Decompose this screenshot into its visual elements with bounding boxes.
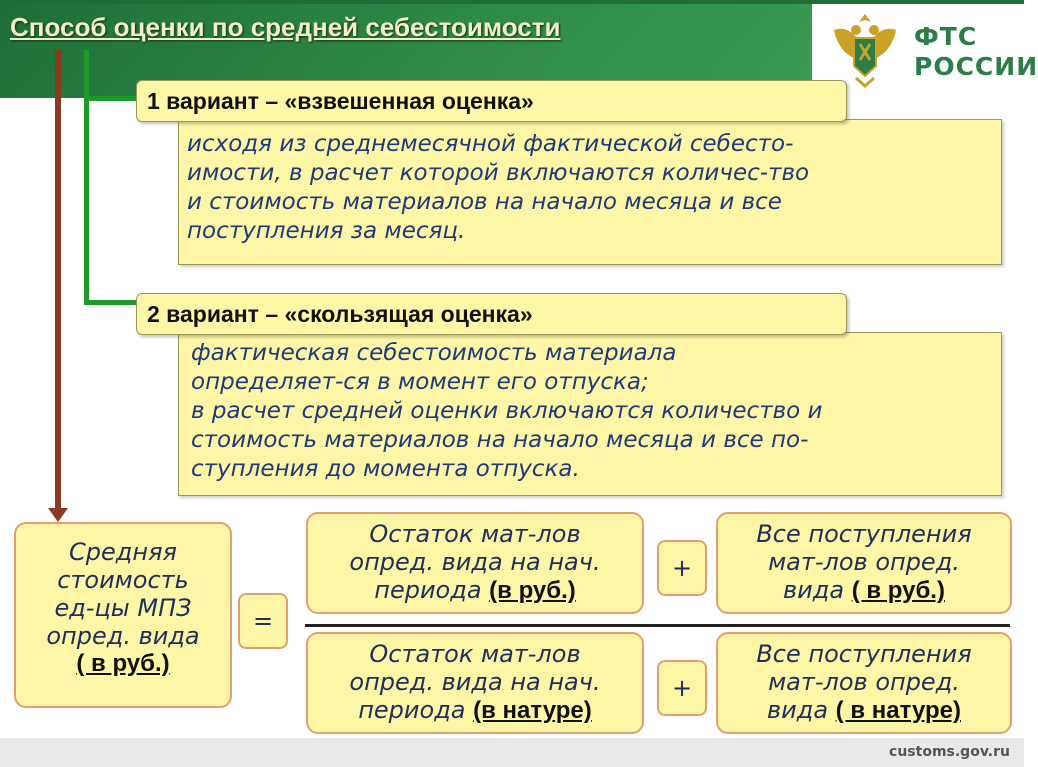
numerator-receipts-box	[716, 512, 1012, 614]
numerator-opening-balance-box	[306, 512, 644, 614]
text-line: опред. вида	[46, 622, 200, 650]
variant1-label: 1 вариант – «взвешенная оценка»	[147, 88, 534, 114]
eagle-emblem-icon	[826, 8, 904, 90]
down-arrow-icon	[48, 508, 68, 522]
text-line: поступления за месяц.	[187, 218, 466, 244]
unit-label: ( в руб.)	[76, 650, 170, 677]
text-line: фактическая себестоимость материала	[191, 340, 677, 366]
text-line: Средняя	[69, 538, 177, 566]
text-prefix: вида	[767, 696, 836, 724]
text-line: определяет-ся в момент его отпуска;	[191, 369, 649, 395]
unit-label: ( в натуре)	[835, 697, 961, 724]
variant2-header	[136, 293, 847, 335]
text-line: стоимость материалов на начало месяца и все по-	[191, 427, 809, 453]
logo-text-line1: ФТС	[914, 22, 978, 51]
text-line: и стоимость материалов на начало месяца и все	[187, 189, 782, 215]
text-prefix: периода	[358, 696, 474, 724]
fts-logo	[826, 8, 1038, 90]
text-line: Все поступления	[756, 520, 972, 548]
text-line: Остаток мат-лов	[369, 640, 581, 668]
text-line: имости, в расчет которой включаются количес-тво	[187, 160, 810, 186]
plus-sign: +	[657, 660, 707, 716]
variant1-header	[136, 80, 847, 122]
footer-url[interactable]: customs.gov.ru	[889, 744, 1010, 760]
average-cost-box	[14, 522, 232, 708]
text-line: мат-лов опред.	[768, 548, 960, 576]
text-line: исходя из среднемесячной фактической себесто-	[187, 131, 794, 157]
footer-bar	[0, 738, 1024, 767]
text-line: опред. вида на нач.	[349, 668, 601, 696]
text-line: ступления до момента отпуска.	[191, 456, 580, 482]
green-branch-2	[84, 300, 140, 305]
header-stripe	[0, 0, 1024, 4]
text-line: опред. вида на нач.	[349, 548, 601, 576]
unit-label: (в руб.)	[489, 577, 576, 604]
logo-text-line2: РОССИИ	[914, 52, 1038, 81]
page-title: Способ оценки по средней себестоимости	[10, 12, 561, 42]
plus-sign: +	[657, 540, 707, 596]
denominator-receipts-box	[716, 632, 1012, 734]
text-line: Все поступления	[756, 640, 972, 668]
text-prefix: периода	[374, 576, 490, 604]
fraction-line	[305, 624, 1010, 627]
text-line: в расчет средней оценки включаются количество и	[191, 398, 823, 424]
equals-sign: =	[238, 593, 288, 649]
unit-label: (в натуре)	[473, 697, 592, 724]
text-prefix: вида	[783, 576, 852, 604]
variant1-description	[178, 119, 1002, 265]
green-connector-line	[84, 50, 89, 305]
variant2-label: 2 вариант – «скользящая оценка»	[147, 301, 533, 327]
variant2-description	[178, 332, 1002, 496]
green-branch-1	[84, 96, 140, 101]
text-line: ед-цы МПЗ	[54, 594, 192, 622]
unit-label: ( в руб.)	[851, 577, 945, 604]
brown-connector-line	[55, 50, 61, 510]
text-line: Остаток мат-лов	[369, 520, 581, 548]
text-line: стоимость	[57, 566, 189, 594]
denominator-opening-balance-box	[306, 632, 644, 734]
text-line: мат-лов опред.	[768, 668, 960, 696]
